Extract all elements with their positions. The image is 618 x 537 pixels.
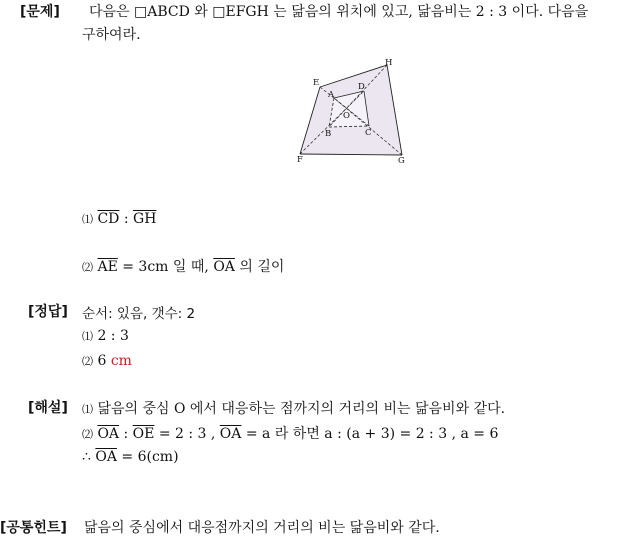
segment-oe: $\overline{OE}$ xyxy=(132,426,155,442)
explanation-line-2 xyxy=(82,423,498,443)
label-f: F xyxy=(297,155,303,165)
explanation-2-part3: = a 라 하면 a : (a + 3) = 2 : 3 , a = 6 xyxy=(241,426,499,442)
segment-ae: $\overline{AE}$ xyxy=(97,259,118,275)
hint-text: 닮음의 중심에서 대응점까지의 거리의 비는 닮음비와 같다. xyxy=(84,520,440,536)
hint-tag: [공통힌트] xyxy=(0,520,67,536)
label-c: C xyxy=(365,128,372,138)
question-2-middle: = 3cm 일 때, xyxy=(117,259,214,275)
answer-tag: [정답] xyxy=(28,304,68,320)
explanation-2-part1: : xyxy=(119,426,133,442)
answer-1 xyxy=(82,328,129,344)
explanation-line-3 xyxy=(82,449,179,465)
problem-text-line1: 다음은 □ABCD 와 □EFGH 는 닮음의 위치에 있고, 닮음비는 2 : 3 이다. 다음을 xyxy=(89,4,589,20)
segment-oa-3: $\overline{OA}$ xyxy=(95,449,117,465)
explanation-3-result: = 6(cm) xyxy=(116,449,179,465)
similarity-figure xyxy=(294,56,408,166)
answer-2 xyxy=(82,353,132,369)
answer-2-unit: cm xyxy=(110,353,132,369)
segment-oa: $\overline{OA}$ xyxy=(213,259,235,275)
explanation-2-part2: = 2 : 3 , xyxy=(154,426,220,442)
label-a: A xyxy=(328,90,335,100)
label-h: H xyxy=(385,58,393,68)
question-2-number: ⑵ xyxy=(82,261,93,274)
explanation-1-number: ⑴ xyxy=(82,403,93,416)
label-e: E xyxy=(313,78,320,88)
problem-tag: [문제] xyxy=(20,4,60,20)
label-g: G xyxy=(398,156,405,166)
segment-oa-2: $\overline{OA}$ xyxy=(219,426,242,442)
explanation-tag: [해설] xyxy=(28,400,68,416)
answer-2-value: 6 xyxy=(97,353,107,369)
label-o: O xyxy=(343,111,350,121)
ratio-separator: : xyxy=(119,211,134,227)
answer-order-count: 순서: 있음, 갯수: 2 xyxy=(82,306,196,322)
problem-text-line2: 구하여라. xyxy=(82,27,141,43)
segment-oa-1: $\overline{OA}$ xyxy=(97,426,120,442)
label-d: D xyxy=(358,82,365,92)
explanation-2-number: ⑵ xyxy=(82,428,93,441)
question-2 xyxy=(82,256,284,276)
label-b: B xyxy=(325,129,332,139)
answer-2-number: ⑵ xyxy=(82,355,93,368)
segment-gh: $\overline{GH}$ xyxy=(133,211,157,227)
answer-1-number: ⑴ xyxy=(82,330,93,343)
explanation-line-1 xyxy=(82,398,505,418)
segment-cd: $\overline{CD}$ xyxy=(97,211,120,227)
therefore-symbol: ∴ xyxy=(82,449,96,465)
explanation-1-text: 닮음의 중심 O 에서 대응하는 점까지의 거리의 비는 닮음비와 같다. xyxy=(97,401,506,417)
question-2-tail: 의 길이 xyxy=(234,259,285,275)
question-1 xyxy=(82,211,156,227)
answer-1-value: 2 : 3 xyxy=(97,328,129,344)
question-1-number: ⑴ xyxy=(82,213,93,226)
